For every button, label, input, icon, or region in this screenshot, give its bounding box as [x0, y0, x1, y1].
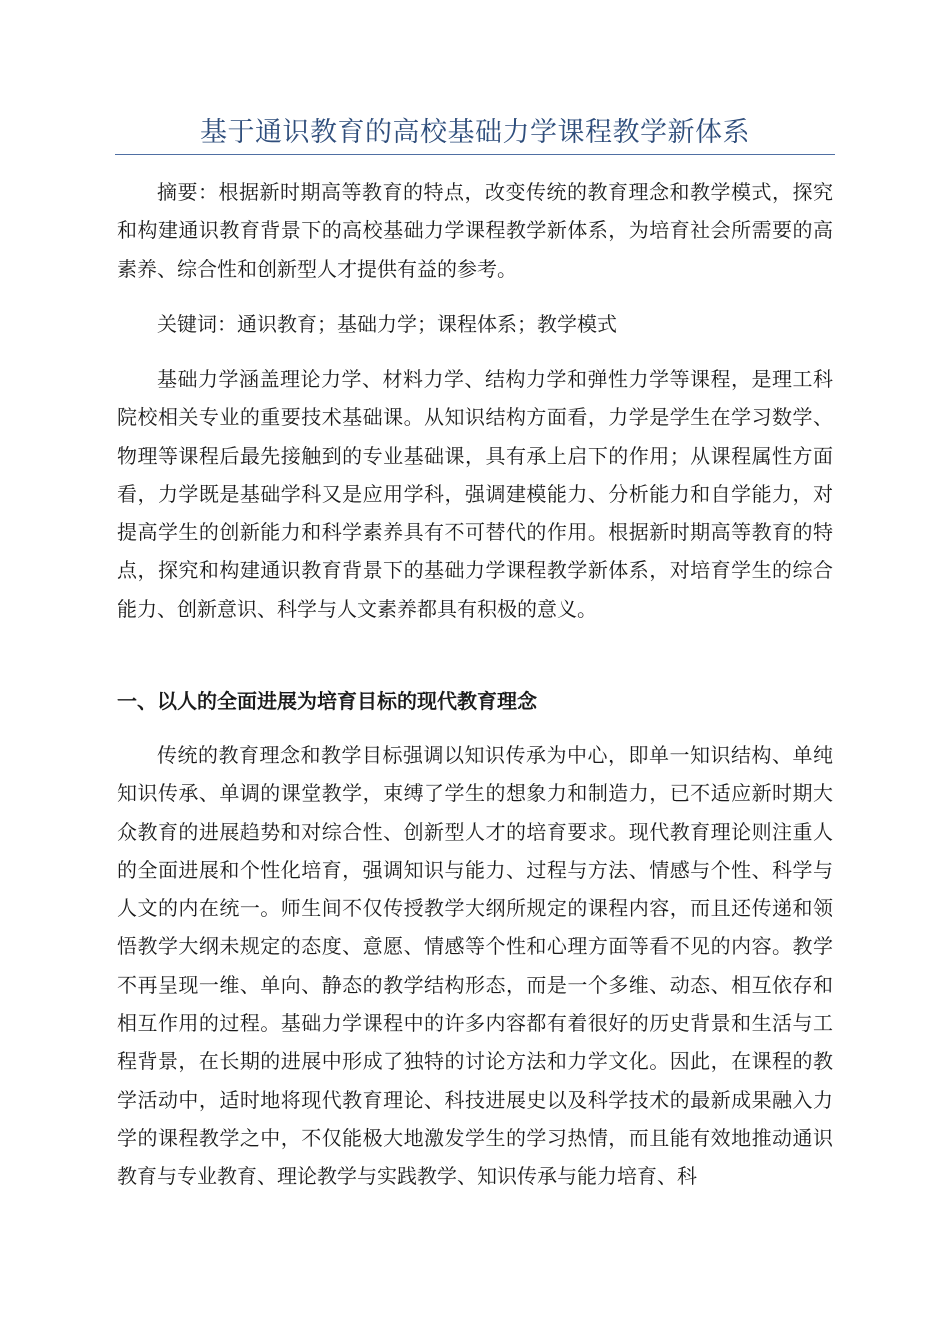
section-heading: 一、以人的全面进展为培育目标的现代教育理念 [117, 689, 537, 713]
intro-paragraph: 基础力学涵盖理论力学、材料力学、结构力学和弹性力学等课程，是理工科院校相关专业的重要技术基础课。从知识结构方面看，力学是学生在学习数学、物理等课程后最先接触到的专业基础课，具有承上启下的作用；从课程属性方面看，力学既是基础学科又是应用学科，强调建模能力、分析能力和自学能力，对提高学生的创新能力和科学素养具有不可替代的作用。根据新时期高等教育的特点，探究和构建通识教育背景下的基础力学课程教学新体系，对培育学生的综合能力、创新意识、科学与人文素养都具有积极的意义。 [117, 367, 833, 621]
document-title: 基于通识教育的高校基础力学课程教学新体系 [200, 117, 750, 148]
keywords-line: 关键词：通识教育；基础力学；课程体系；教学模式 [157, 312, 617, 336]
title-underline [115, 154, 835, 155]
section-paragraph: 传统的教育理念和教学目标强调以知识传承为中心，即单一知识结构、单纯知识传承、单调的课堂教学，束缚了学生的想象力和制造力，已不适应新时期大众教育的进展趋势和对综合性、创新型人才的培育要求。现代教育理论则注重人的全面进展和个性化培育，强调知识与能力、过程与方法、情感与个性、科学与人文的内在统一。师生间不仅传授教学大纲所规定的课程内容，而且还传递和领悟教学大纲未规定的态度、意愿、情感等个性和心理方面等看不见的内容。教学不再呈现一维、单向、静态的教学结构形态，而是一个多维、动态、相互依存和相互作用的过程。基础力学课程中的许多内容都有着很好的历史背景和生活与工程背景，在长期的进展中形成了独特的讨论方法和力学文化。因此，在课程的教学活动中，适时地将现代教育理论、科技进展史以及科学技术的最新成果融入力学的课程教学之中，不仅能极大地激发学生的学习热情，而且能有效地推动通识教育与专业教育、理论教学与实践教学、知识传承与能力培育、科 [117, 743, 833, 1189]
abstract-paragraph: 摘要：根据新时期高等教育的特点，改变传统的教育理念和教学模式，探究和构建通识教育背景下的高校基础力学课程教学新体系，为培育社会所需要的高素养、综合性和创新型人才提供有益的参考。 [117, 180, 833, 281]
